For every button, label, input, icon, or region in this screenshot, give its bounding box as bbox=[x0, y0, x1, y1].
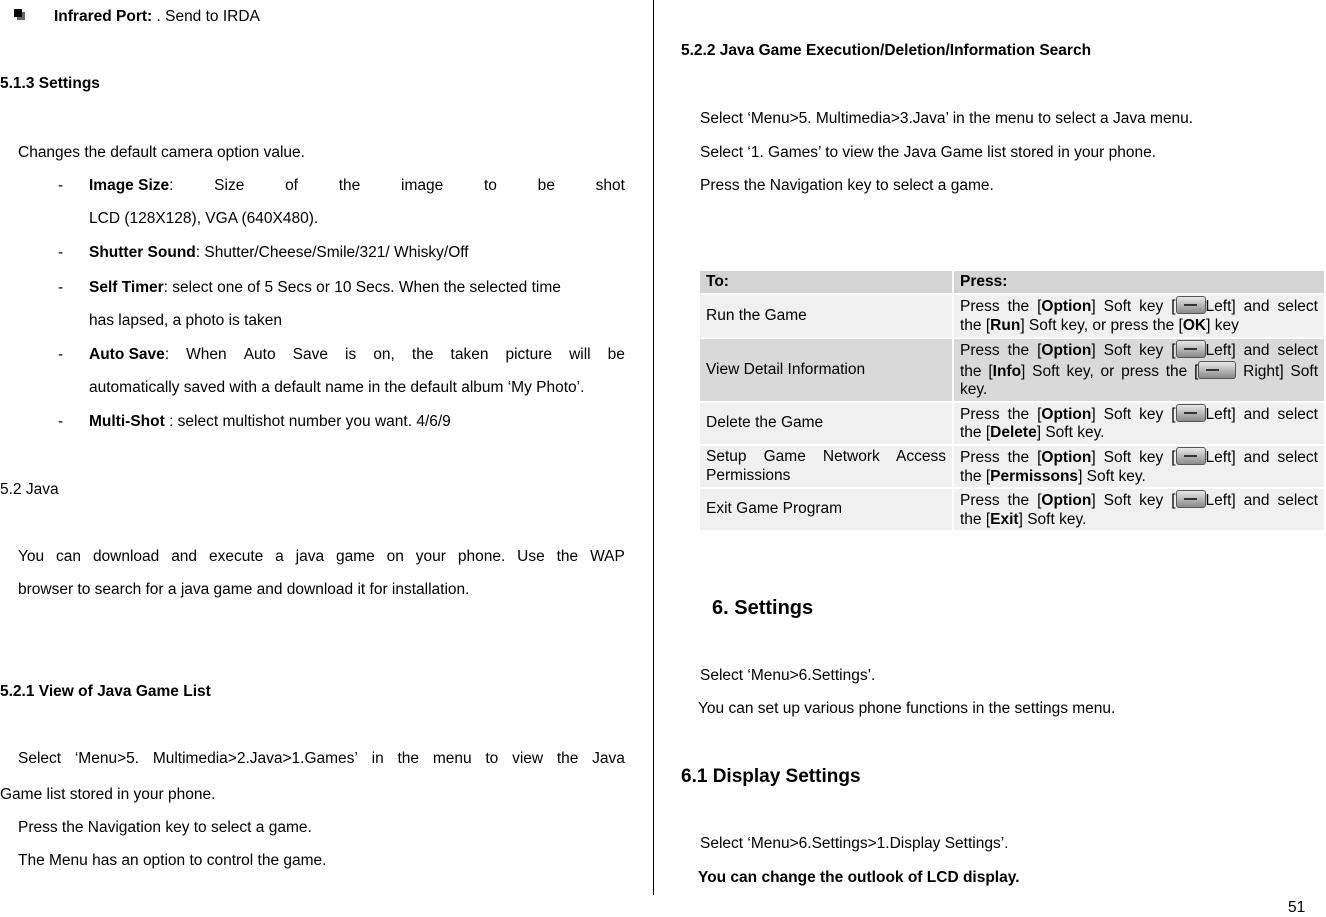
shutter-label: Shutter Sound bbox=[89, 244, 196, 261]
row-to: Exit Game Program bbox=[700, 489, 952, 530]
text: ] Soft key [ bbox=[1091, 448, 1176, 466]
dash-image-size: - bbox=[58, 177, 64, 194]
list-para-3: The Menu has an option to control the game. bbox=[18, 852, 327, 869]
shutter-line bbox=[89, 244, 469, 262]
header-press: Press: bbox=[954, 271, 1324, 293]
self-timer-text: : select one of 5 Secs or 10 Secs. When the selected time bbox=[163, 279, 561, 296]
word: in bbox=[371, 750, 384, 767]
word: will bbox=[569, 346, 591, 363]
right-soft-key-icon bbox=[1198, 361, 1236, 379]
display-para-1: Select ‘Menu>6.Settings>1.Display Settings’. bbox=[700, 835, 1009, 852]
word: WAP bbox=[590, 548, 625, 565]
word: to bbox=[485, 750, 499, 767]
word: and bbox=[171, 548, 198, 565]
row-to: Delete the Game bbox=[700, 403, 952, 444]
text: Press the [ bbox=[960, 342, 1042, 359]
word: game bbox=[335, 548, 375, 565]
text: ] Soft key. bbox=[1018, 510, 1087, 528]
word: java bbox=[295, 548, 325, 565]
word: You bbox=[18, 548, 45, 565]
word: be bbox=[607, 346, 625, 363]
word: of bbox=[285, 177, 298, 194]
text: Press the [ bbox=[960, 298, 1042, 316]
heading-6: 6. Settings bbox=[712, 597, 814, 619]
page-number: 51 bbox=[1288, 899, 1306, 916]
text: ] Soft key [ bbox=[1091, 342, 1176, 359]
display-para-2: You can change the outlook of LCD display. bbox=[698, 869, 1020, 886]
word: Auto bbox=[243, 346, 276, 363]
image-size-label: Image Size bbox=[89, 177, 170, 194]
row-to: Run the Game bbox=[700, 295, 952, 337]
java-para-line2: browser to search for a java game and download it for installation. bbox=[18, 581, 470, 598]
soft-key-icon bbox=[1176, 404, 1206, 422]
settings-para-1: Select ‘Menu>6.Settings’. bbox=[700, 667, 876, 684]
text: ] Soft key. bbox=[1078, 467, 1146, 485]
soft-key-icon bbox=[1176, 296, 1206, 314]
infrared-text: . Send to IRDA bbox=[152, 8, 260, 25]
key-name: Option bbox=[1041, 298, 1092, 316]
image-size-line bbox=[89, 177, 625, 195]
key-actions-table bbox=[698, 269, 1326, 532]
text: ] Soft key [ bbox=[1091, 298, 1176, 316]
word: can bbox=[56, 548, 82, 565]
word: : bbox=[169, 177, 174, 194]
java-para-line1 bbox=[18, 548, 625, 566]
word: the bbox=[338, 177, 361, 194]
dash-multi-shot: - bbox=[58, 413, 64, 430]
list-para-line1 bbox=[18, 750, 625, 768]
word: execute bbox=[208, 548, 264, 565]
dash-shutter: - bbox=[58, 244, 64, 261]
word: on bbox=[386, 548, 404, 565]
text: Left] and select the [ bbox=[960, 448, 1318, 485]
exec-para-3: Press the Navigation key to select a game. bbox=[700, 177, 994, 194]
key-name: OK bbox=[1182, 317, 1207, 334]
header-to: To: bbox=[700, 271, 952, 293]
word: : bbox=[164, 346, 170, 363]
text: ] Soft key [ bbox=[1091, 492, 1176, 510]
row-to: View Detail Information bbox=[700, 339, 952, 401]
word: download bbox=[92, 548, 160, 565]
word: the bbox=[556, 750, 579, 767]
word: phone. bbox=[457, 548, 506, 565]
word: Multimedia>2.Java>1.Games’ bbox=[152, 750, 358, 767]
text: Right] Soft key. bbox=[960, 362, 1318, 399]
square-bullet-icon bbox=[14, 9, 25, 20]
word: your bbox=[415, 548, 446, 565]
heading-5-2-2: 5.2.2 Java Game Execution/Deletion/Information Search bbox=[681, 42, 1092, 59]
multi-shot-label: Multi-Shot bbox=[89, 413, 165, 430]
list-para-2: Press the Navigation key to select a game. bbox=[18, 819, 312, 836]
text: Press the [ bbox=[960, 492, 1042, 510]
table-row bbox=[700, 403, 1324, 444]
key-name: Delete bbox=[990, 424, 1037, 442]
text: Press the [ bbox=[960, 448, 1042, 466]
self-timer-label: Self Timer bbox=[89, 279, 164, 296]
text: ] Soft key, or press the [ bbox=[1021, 362, 1199, 380]
exec-para-1: Select ‘Menu>5. Multimedia>3.Java’ in the menu to select a Java menu. bbox=[700, 110, 1194, 127]
key-name: Info bbox=[992, 362, 1022, 380]
word: taken bbox=[450, 346, 489, 363]
self-timer-line bbox=[89, 279, 561, 297]
infrared-label: Infrared Port: bbox=[54, 8, 153, 25]
dash-auto-save: - bbox=[58, 346, 64, 363]
settings-intro: Changes the default camera option value. bbox=[18, 144, 305, 161]
table-row bbox=[700, 446, 1324, 487]
text: Press the [ bbox=[960, 405, 1042, 423]
word: the bbox=[411, 346, 434, 363]
table-header-row bbox=[700, 271, 1324, 293]
word: Use bbox=[517, 548, 545, 565]
text: ] Soft key [ bbox=[1091, 405, 1176, 423]
word: a bbox=[275, 548, 284, 565]
key-name: Run bbox=[990, 317, 1021, 334]
auto-save-line2: automatically saved with a default name in the default album ‘My Photo’. bbox=[89, 379, 585, 396]
row-press bbox=[954, 403, 1324, 444]
word: shot bbox=[595, 177, 625, 194]
column-divider bbox=[653, 0, 654, 895]
row-press bbox=[954, 446, 1324, 487]
word: the bbox=[556, 548, 579, 565]
text: ] Soft key. bbox=[1036, 424, 1105, 442]
word: Java bbox=[592, 750, 625, 767]
table-row bbox=[700, 339, 1324, 401]
heading-5-2: 5.2 Java bbox=[0, 481, 59, 498]
word: on, bbox=[373, 346, 395, 363]
image-size-line2: LCD (128X128), VGA (640X480). bbox=[89, 210, 319, 227]
word: Select bbox=[18, 750, 62, 767]
row-press bbox=[954, 489, 1324, 530]
soft-key-icon bbox=[1176, 340, 1206, 358]
soft-key-icon bbox=[1176, 447, 1206, 465]
exec-para-2: Select ‘1. Games’ to view the Java Game list stored in your phone. bbox=[700, 144, 1157, 161]
text: Left] and select the [ bbox=[960, 492, 1318, 528]
word: to bbox=[483, 177, 497, 194]
word: the bbox=[397, 750, 420, 767]
table-row bbox=[700, 295, 1324, 337]
heading-5-1-3: 5.1.3 Settings bbox=[0, 75, 100, 92]
settings-para-2: You can set up various phone functions in the settings menu. bbox=[698, 700, 1116, 717]
word: picture bbox=[505, 346, 553, 363]
key-name: Option bbox=[1041, 405, 1092, 423]
text: Left] and select the [ bbox=[960, 298, 1318, 334]
auto-save-label: Auto Save bbox=[89, 346, 165, 363]
text: ] Soft key, or press the [ bbox=[1020, 317, 1183, 334]
word: image bbox=[401, 177, 444, 194]
row-to: Setup Game Network Access Permissions bbox=[700, 446, 952, 487]
list-para-line2: Game list stored in your phone. bbox=[0, 786, 216, 803]
word: is bbox=[345, 346, 357, 363]
multi-shot-line bbox=[89, 413, 451, 431]
self-timer-line2: has lapsed, a photo is taken bbox=[89, 312, 283, 329]
shutter-text: : Shutter/Cheese/Smile/321/ Whisky/Off bbox=[195, 244, 469, 261]
auto-save-line bbox=[89, 346, 625, 364]
text: Left] and select the [ bbox=[960, 405, 1318, 442]
row-press bbox=[954, 339, 1324, 401]
key-name: Permissons bbox=[990, 467, 1079, 485]
word: When bbox=[186, 346, 227, 363]
multi-shot-text: : select multishot number you want. 4/6/9 bbox=[164, 413, 451, 430]
key-name: Option bbox=[1041, 342, 1092, 359]
word: ‘Menu>5. bbox=[74, 750, 140, 767]
table-row bbox=[700, 489, 1324, 530]
dash-self-timer: - bbox=[58, 279, 64, 296]
soft-key-icon bbox=[1176, 490, 1206, 508]
row-press bbox=[954, 295, 1324, 337]
key-name: Exit bbox=[990, 510, 1019, 528]
word: be bbox=[537, 177, 555, 194]
word: Size bbox=[214, 177, 245, 194]
heading-6-1: 6.1 Display Settings bbox=[681, 766, 861, 787]
text: Left] and select the [ bbox=[960, 342, 1318, 380]
text: ] key bbox=[1206, 317, 1239, 334]
word: view bbox=[512, 750, 544, 767]
word: Save bbox=[292, 346, 328, 363]
infrared-line bbox=[54, 8, 260, 26]
heading-5-2-1: 5.2.1 View of Java Game List bbox=[0, 683, 211, 700]
key-name: Option bbox=[1041, 492, 1092, 510]
word: menu bbox=[432, 750, 472, 767]
key-name: Option bbox=[1041, 448, 1092, 466]
